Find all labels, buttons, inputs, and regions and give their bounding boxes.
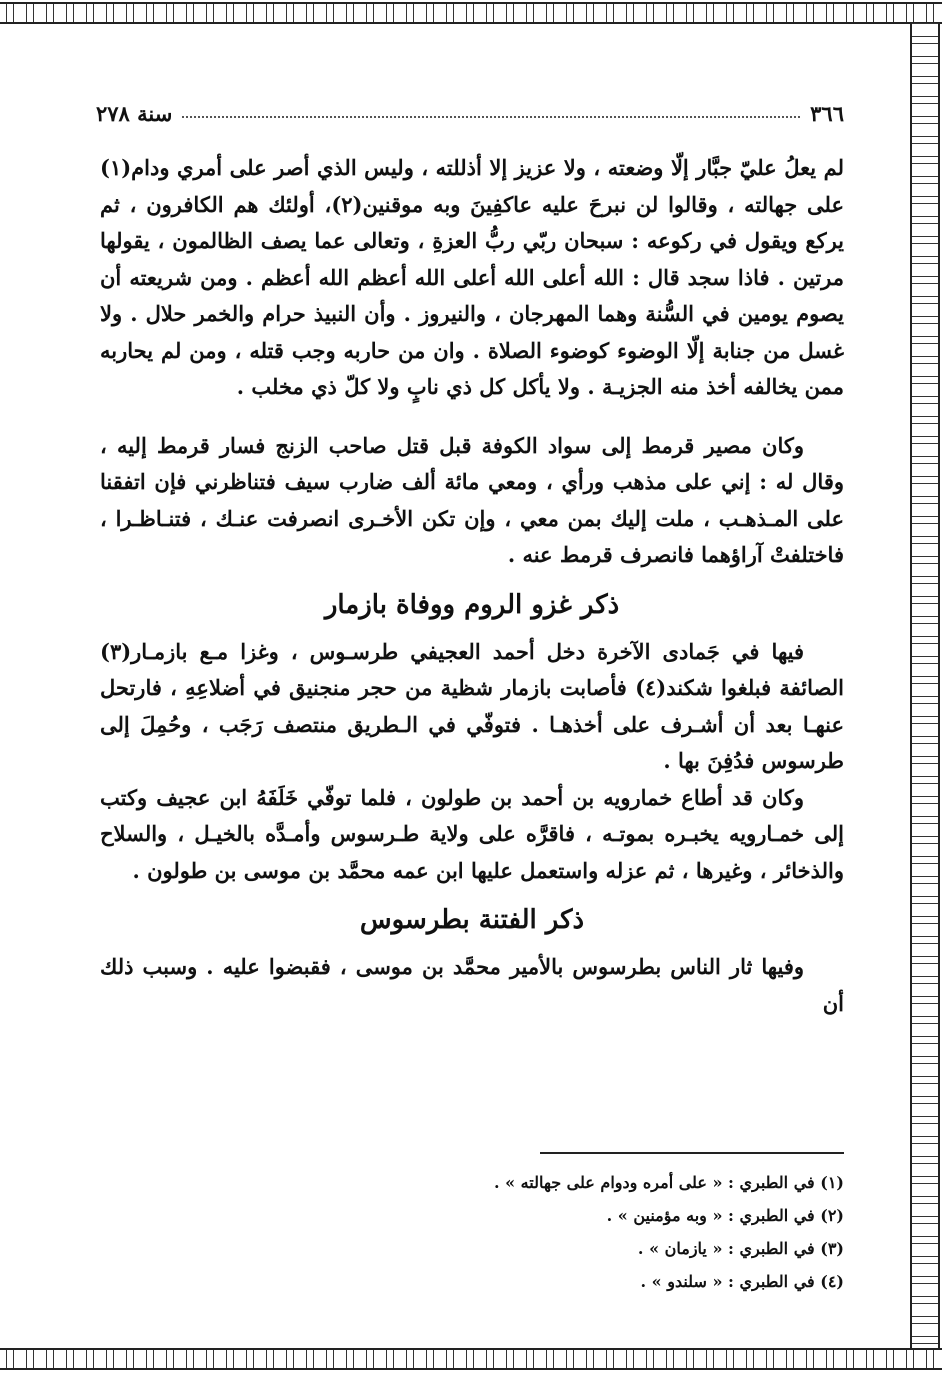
footnote-2: (٢) في الطبري : « وبه مؤمنين » . (606, 1206, 844, 1225)
paragraph-khumarawayh: وكان قد أطاع خمارويه بن أحمد بن طولون ، فلما توفّي خَلَفَهُ ابن عجيف وكتب إلى خمـارويه يخبـره بموتـه ، فاقرَّه على ولاية طـرسوس وأمـدَّه بالخيـل ، والسلاح والذخائر ، وغيرها ، ثم عزله واستعمل عليها ابن عمه محمَّد بن موسى بن طولون . (100, 784, 844, 883)
footnote-separator (540, 1152, 844, 1154)
footnotes (300, 1166, 844, 1298)
paragraph-qarmat-prayer: لم يعلُ عليّ جبَّار إلّا وضعته ، ولا عزيز إلا أذللته ، وليس الذي أصر على أمري ودام(١) على جهالته ، وقالوا لن نبرحَ عليه عاكفِينَ وبه موقنين(٢)، أولئك هم الكافرون ، ثم يركع ويقول في ركوعه : سبحان ربّي ربُّ العزةِ ، وتعالى عما يصف الظالمون ، يقولها مرتين . فاذا سجد قال : الله أعلى الله أعلى الله أعظم الله أعظم . ومن شريعته أن يصوم يومين في السُّنة وهما المهرجان ، والنيروز . وأن النبيذ حرام والخمر حلال . ولا غسل من جنابة إلّا الوضوء كوضوء الصلاة . وان من حاربه وجب قتله ، ومن لم يحاربه ممن يخالفه أخذ منه الجزيـة . ولا يأكل كل ذي نابٍ ولا كلّ ذي مخلب . (100, 155, 844, 399)
footnote-4: (٤) في الطبري : « سلندو » . (640, 1272, 844, 1291)
header-leader-dots (182, 116, 800, 118)
ornamental-border-right (910, 22, 940, 1350)
paragraph-qarmat-kufa: وكان مصير قرمط إلى سواد الكوفة قبل قتل صاحب الزنج فسار قرمط إليه ، وقال له : إني على مذهب ورأي ، ومعي مائة ألف ضارب سيف فتناظرني فإن اتفقنا على المـذهـب ، ملت إليك بمن معي ، وإن تكن الأخـرى انصرفت عنـك ، فتنـاظـرا ، فاختلفتْ آراؤهما فانصرف قرمط عنه . (100, 432, 844, 567)
section-heading-bazmar: ذكر غزو الروم ووفاة بازمار (324, 589, 620, 620)
footnote-3: (٣) في الطبري : « يازمان » . (637, 1239, 844, 1258)
paragraph-tarsus-revolt: وفيها ثار الناس بطرسوس بالأمير محمَّد بن موسى ، فقبضوا عليه . وسبب ذلك أن (100, 954, 844, 1016)
paragraph-bazmar-raid: فيها في جَمادى الآخرة دخل أحمد العجيفي طرسـوس ، وغزا مـع بازمـار(٣) الصائفة فبلغوا شكند(٤) فأصابت بازمار شظية من حجر منجنيق في أضلاعِهِ ، فارتحل عنهـا بعد أن أشـرف على أخذهـا . فتوفّي في الـطريق منتصف رَجَب ، وحُمِلَ إلى طرسوس فدُفِنَ بها . (100, 638, 844, 773)
page-number: ٣٦٦ (810, 101, 844, 126)
ornamental-border-top (0, 2, 942, 24)
running-title: سنة ٢٧٨ (96, 101, 173, 126)
footnote-1: (١) في الطبري : « على أمره ودوام على جهالته » . (493, 1173, 844, 1192)
page-body (100, 150, 844, 1022)
section-heading-tarsus: ذكر الفتنة بطرسوس (359, 905, 585, 935)
ornamental-border-bottom (0, 1348, 942, 1370)
page-header (96, 92, 844, 126)
